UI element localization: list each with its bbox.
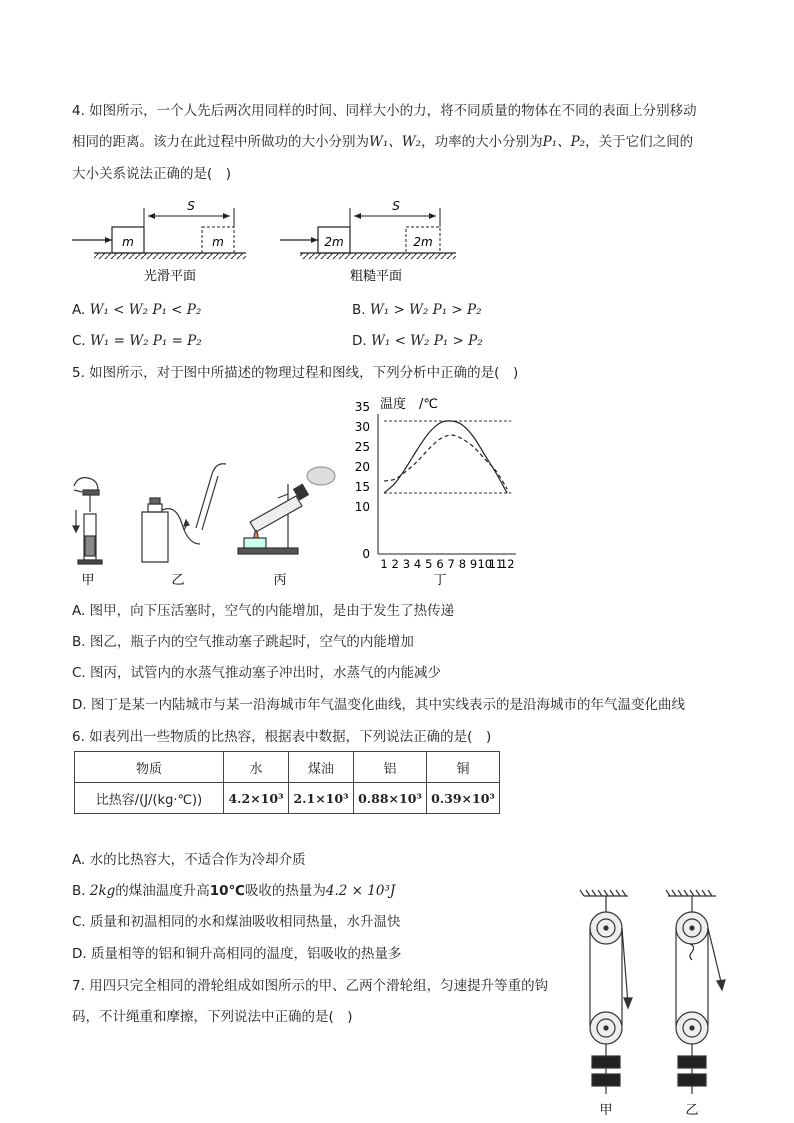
table-cell: 0.39×10³: [427, 783, 500, 814]
q4-distance-s-left: S: [187, 199, 195, 213]
q4-option-c[interactable]: C. W₁ = W₂ P₁ = P₂: [72, 333, 202, 349]
q4-block-2m-final-label: 2m: [413, 235, 433, 249]
x-tick-label: 7: [447, 557, 455, 571]
q5-label-bing: 丙: [273, 573, 287, 588]
q4-block-2m-label: 2m: [324, 235, 344, 249]
q4-figure: [66, 196, 466, 288]
y-tick-label: 20: [354, 460, 370, 474]
q4-option-b[interactable]: B. W₁ > W₂ P₁ > P₂: [352, 302, 482, 318]
q4-block-m-label: m: [122, 235, 134, 249]
y-tick-label: 30: [354, 420, 370, 434]
q4-block-m-final-label: m: [212, 235, 224, 249]
q6-option-a[interactable]: A. 水的比热容大，不适合作为冷却介质: [72, 852, 306, 868]
q4-rough-surface-label: 粗糙平面: [349, 269, 403, 284]
q6-option-b[interactable]: B. 2kg的煤油温度升高10℃吸收的热量为4.2 × 10³J: [72, 883, 396, 899]
q5-option-b[interactable]: B. 图乙，瓶子内的空气推动塞子跳起时，空气的内能增加: [72, 634, 414, 650]
q6-option-d[interactable]: D. 质量相等的铝和铜升高相同的温度，铝吸收的热量多: [72, 946, 402, 962]
x-tick-label: 2: [391, 557, 399, 571]
q4-stem-text: ，关于它们之间的: [585, 134, 694, 150]
q7-pulley-figure: [572, 886, 728, 1118]
x-tick-label: 4: [413, 557, 422, 571]
q7-pulley-yi: [666, 890, 725, 1094]
q7-label-jia: 甲: [599, 1103, 613, 1118]
q4-stem-text: 相同的距离。该力在此过程中所做功的大小分别为: [72, 134, 369, 150]
y-tick-label: 35: [354, 400, 370, 414]
x-tick-label: 12: [499, 557, 515, 571]
table-cell: 0.88×10³: [354, 783, 427, 814]
x-tick-label: 5: [425, 557, 433, 571]
q7-pulley-jia: [580, 890, 632, 1094]
q5-fig-jia-piston: [73, 478, 102, 564]
q4-distance-s-right: S: [392, 199, 400, 213]
table-header-row: [75, 752, 500, 783]
table-row: [75, 783, 500, 814]
table-header-cell: 铜: [427, 752, 500, 783]
q7-stem-line2: 码，不计绳重和摩擦，下列说法中正确的是( ): [72, 1009, 353, 1025]
q5-fig-bing-test-tube: [238, 467, 335, 554]
q5-option-d[interactable]: D. 图丁是某一内陆城市与某一沿海城市年气温变化曲线，其中实线表示的是沿海城市的年气温变化曲线: [72, 697, 685, 713]
x-tick-label: 11: [488, 557, 504, 571]
y-tick-label: 0: [362, 547, 370, 561]
q5-fig-yi-bottle: [142, 464, 226, 562]
table-header-cell: 物质: [75, 752, 224, 783]
x-tick-label: 8: [458, 557, 467, 571]
y-tick-label: 10: [354, 500, 370, 514]
x-tick-label: 10: [477, 557, 493, 571]
q4-stem-text: ，功率的大小分别为: [421, 134, 543, 150]
q6-specific-heat-table: [74, 751, 500, 814]
q5-stem: 5. 如图所示，对于图中所描述的物理过程和图线，下列分析中正确的是( ): [72, 365, 519, 381]
q7-label-yi: 乙: [685, 1103, 699, 1118]
x-tick-label: 6: [436, 557, 444, 571]
q4-power-symbols: P₁、P₂: [542, 134, 586, 150]
q5-option-a[interactable]: A. 图甲，向下压活塞时，空气的内能增加，是由于发生了热传递: [72, 603, 455, 619]
q7-stem-line1: 7. 用四只完全相同的滑轮组成如图所示的甲、乙两个滑轮组，匀速提升等重的钩: [72, 978, 549, 994]
table-header-cell: 水: [224, 752, 289, 783]
q4-option-d[interactable]: D. W₁ < W₂ P₁ > P₂: [352, 333, 483, 349]
table-cell: 2.1×10³: [289, 783, 354, 814]
table-cell: 4.2×10³: [224, 783, 289, 814]
q5-option-c[interactable]: C. 图丙，试管内的水蒸气推动塞子冲出时，水蒸气的内能减少: [72, 665, 442, 681]
table-header-cell: 煤油: [289, 752, 354, 783]
q6-stem: 6. 如表列出一些物质的比热容，根据表中数据，下列说法正确的是( ): [72, 729, 492, 745]
q4-rough-surface-diagram: [280, 199, 456, 284]
q4-smooth-surface-diagram: [72, 199, 246, 284]
y-tick-label: 15: [354, 480, 370, 494]
q4-option-a[interactable]: A. W₁ < W₂ P₁ < P₂: [72, 302, 202, 318]
x-tick-label: 1: [380, 557, 388, 571]
q4-smooth-surface-label: 光滑平面: [143, 269, 197, 284]
q5-temperature-chart: [340, 394, 530, 590]
y-tick-label: 25: [354, 440, 370, 454]
q6-option-c[interactable]: C. 质量和初温相同的水和煤油吸收相同热量，水升温快: [72, 914, 401, 930]
table-header-cell: 铝: [354, 752, 427, 783]
table-row-label: 比热容/(J/(kg·℃)): [75, 783, 224, 814]
q4-stem-line3: 大小关系说法正确的是( ): [72, 166, 232, 182]
chart-title: 温度 /℃: [380, 397, 438, 412]
q5-illustrations: [66, 450, 348, 590]
q5-label-jia: 甲: [81, 573, 95, 588]
series-line-solid: [384, 421, 507, 493]
q5-label-yi: 乙: [171, 573, 185, 588]
x-tick-label: 3: [402, 557, 411, 571]
q4-stem-line1: 4. 如图所示，一个人先后两次用同样的时间、同样大小的力，将不同质量的物体在不同的表面上分别移动: [72, 103, 697, 119]
q4-work-symbols: W₁、W₂: [369, 134, 422, 150]
x-tick-label: 9: [469, 557, 478, 571]
q5-label-ding: 丁: [433, 573, 447, 588]
q4-stem-line2: [72, 132, 693, 152]
